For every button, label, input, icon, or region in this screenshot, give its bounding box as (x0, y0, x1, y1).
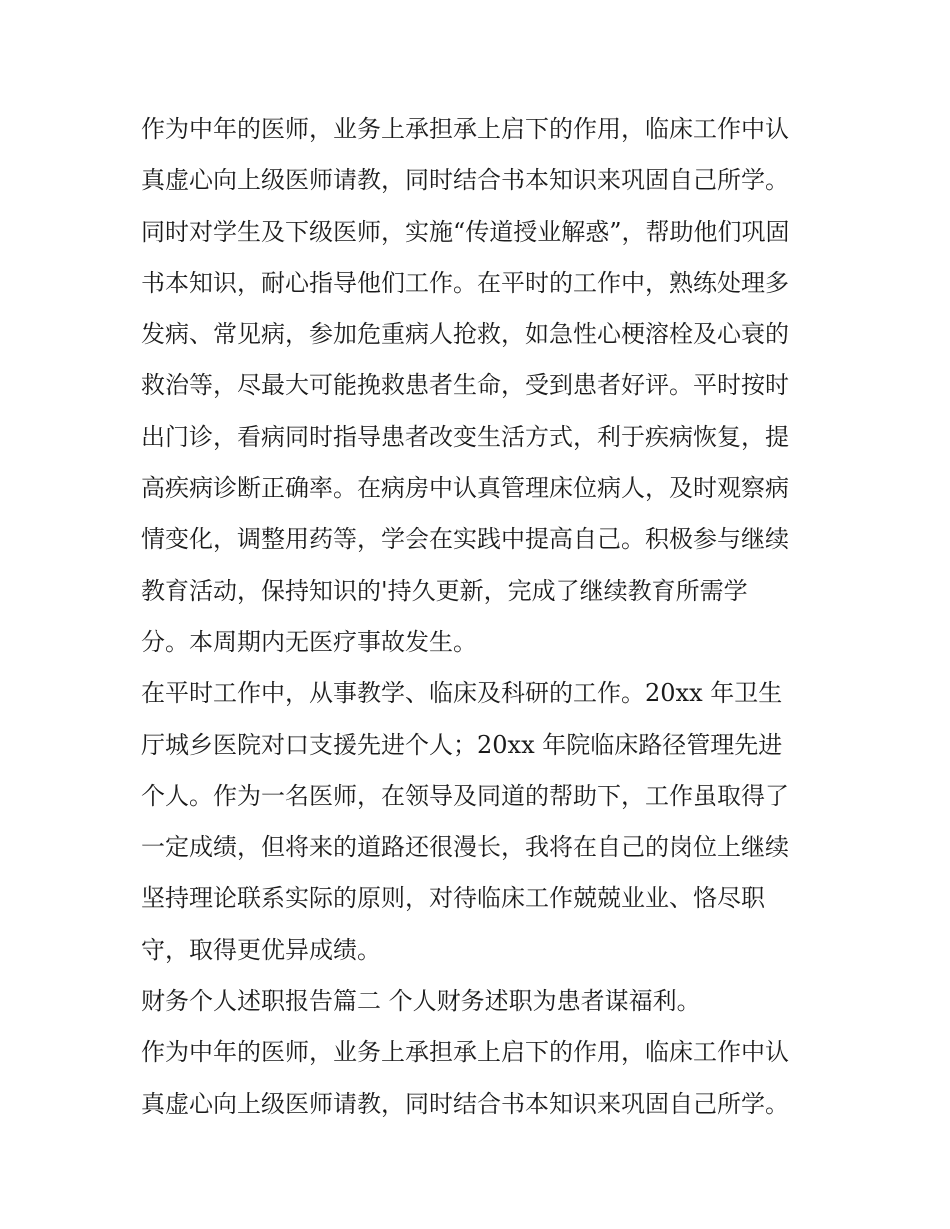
text-line: 情变化，调整用药等，学会在实践中提高自己。积极参与继续 (141, 525, 789, 554)
text-line: 发病、常见病，参加危重病人抢救，如急性心梗溶栓及心衰的 (141, 320, 789, 349)
text-line: 坚持理论联系实际的原则，对待临床工作兢兢业业、恪尽职 (141, 884, 765, 913)
document-body (141, 104, 816, 1130)
text-line: 救治等，尽最大可能挽救患者生命，受到患者好评。平时按时 (141, 371, 789, 400)
text-line: 高疾病诊断正确率。在病房中认真管理床位病人，及时观察病 (141, 474, 789, 503)
text-line: 作为中年的医师，业务上承担承上启下的作用，临床工作中认 (141, 115, 789, 143)
text-line: 出门诊，看病同时指导患者改变生活方式，利于疾病恢复，提 (141, 422, 789, 451)
text-line: 厅城乡医院对口支援先进个人；20xx 年院临床路径管理先进 (141, 730, 783, 759)
text-line: 守，取得更优异成绩。 (141, 935, 381, 964)
text-line: 真虚心向上级医师请教，同时结合书本知识来巩固自己所学。 (141, 1089, 789, 1118)
text-line: 真虚心向上级医师请教，同时结合书本知识来巩固自己所学。 (141, 166, 789, 195)
text-line: 分。本周期内无医疗事故发生。 (141, 627, 477, 656)
section-heading: 财务个人述职报告篇二 个人财务述职为患者谋福利。 (141, 987, 701, 1016)
text-line: 同时对学生及下级医师，实施“传道授业解惑”，帮助他们巩固 (141, 217, 790, 246)
text-line: 书本知识，耐心指导他们工作。在平时的工作中，熟练处理多 (141, 268, 789, 297)
text-line: 在平时工作中，从事教学、临床及科研的工作。20xx 年卫生 (141, 679, 783, 708)
text-line: 教育活动，保持知识的'持久更新，完成了继续教育所需学 (141, 576, 748, 605)
text-line: 作为中年的医师，业务上承担承上启下的作用，临床工作中认 (141, 1038, 789, 1067)
text-line: 一定成绩，但将来的道路还很漫长，我将在自己的岗位上继续 (141, 833, 789, 862)
text-line: 个人。作为一名医师，在领导及同道的帮助下，工作虽取得了 (141, 781, 789, 810)
